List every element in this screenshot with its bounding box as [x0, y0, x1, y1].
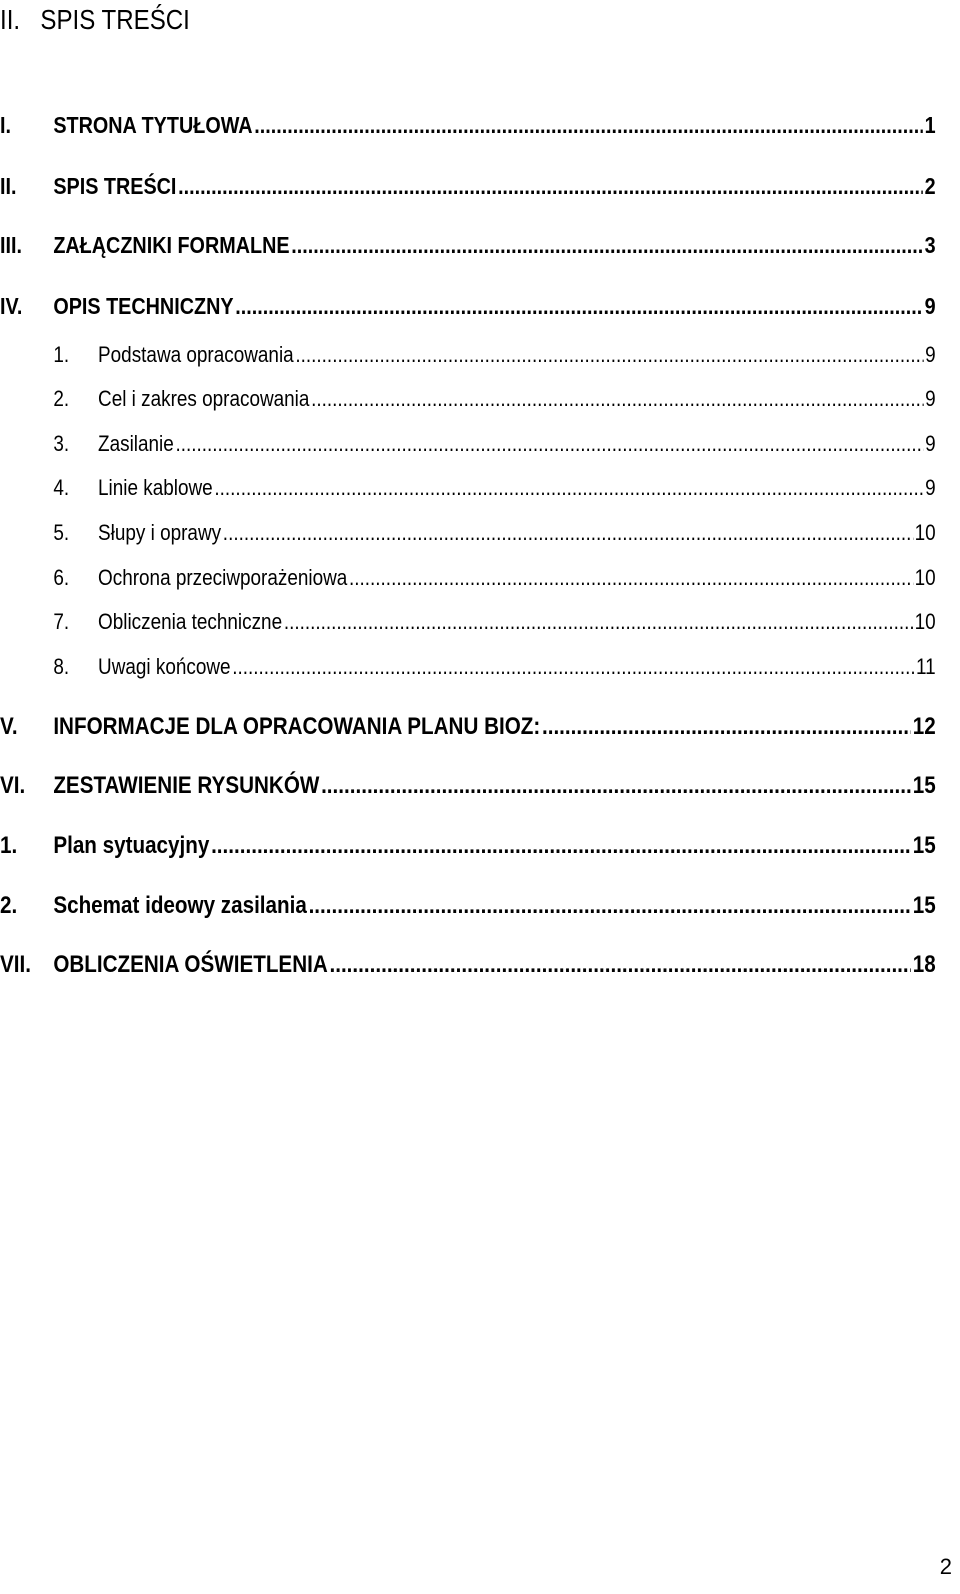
toc-entry-title: Schemat ideowy zasilania	[53, 892, 307, 919]
toc-entry-number: 6.	[53, 565, 70, 590]
toc-entry-title: STRONA TYTUŁOWA	[53, 112, 253, 138]
toc-entry-title: Ochrona przeciwporażeniowa	[98, 565, 348, 590]
toc-entry-number: VI.	[0, 772, 26, 799]
toc-entry[interactable]	[0, 771, 936, 801]
toc-dot-leader	[295, 340, 923, 370]
page-title-number: II.	[0, 4, 21, 35]
toc-subentry[interactable]	[0, 518, 936, 548]
toc-entry[interactable]	[0, 110, 936, 140]
toc-dot-leader	[254, 110, 923, 140]
toc-dot-leader	[542, 712, 911, 742]
toc-entry[interactable]	[0, 891, 936, 921]
toc-dot-leader	[291, 230, 923, 260]
toc-entry-title: Linie kablowe	[98, 475, 213, 500]
toc-dot-leader	[214, 473, 923, 503]
toc-dot-leader	[284, 607, 913, 637]
toc-entry-number: III.	[0, 232, 22, 258]
toc-entry-title: Zasilanie	[98, 431, 174, 456]
toc-entry-number: I.	[0, 112, 11, 138]
page-title-text: SPIS TREŚCI	[40, 4, 190, 35]
toc-entry-title: OBLICZENIA OŚWIETLENIA	[53, 951, 328, 978]
toc-entry-number: V.	[0, 713, 18, 740]
toc-dot-leader	[311, 384, 923, 414]
toc-entry-number: 7.	[53, 609, 70, 634]
toc-entry-number: 2.	[0, 892, 18, 919]
toc-entry-page: 9	[925, 342, 936, 367]
toc-subentry[interactable]	[0, 652, 936, 682]
toc-dot-leader	[178, 171, 923, 201]
toc-dot-leader	[211, 831, 911, 861]
toc-dot-leader	[235, 291, 923, 321]
toc-subentry[interactable]	[0, 607, 936, 637]
toc-entry-number: 1.	[53, 342, 70, 367]
toc-entry-page: 10	[914, 609, 936, 634]
toc-entry-page: 10	[914, 565, 936, 590]
toc-entry-page: 11	[916, 654, 936, 679]
toc-entry-title: ZAŁĄCZNIKI FORMALNE	[53, 232, 290, 258]
toc-entry-title: Słupy i oprawy	[98, 520, 222, 545]
toc-subentry[interactable]	[0, 563, 936, 593]
toc-entry-title: OPIS TECHNICZNY	[53, 293, 234, 319]
toc-entry-number: 3.	[53, 431, 70, 456]
toc-entry-page: 15	[912, 772, 936, 799]
toc-entry-page: 10	[914, 520, 936, 545]
toc-entry-page: 9	[925, 475, 936, 500]
toc-entry[interactable]	[0, 171, 936, 201]
toc-entry-page: 12	[912, 713, 936, 740]
toc-entry-page: 15	[912, 892, 936, 919]
toc-entry[interactable]	[0, 230, 936, 260]
toc-entry-page: 3	[924, 232, 936, 258]
toc-subentry[interactable]	[0, 384, 936, 414]
toc-dot-leader	[329, 950, 911, 980]
toc-entry[interactable]	[0, 291, 936, 321]
toc-entry-number: 5.	[53, 520, 70, 545]
toc-dot-leader	[309, 891, 911, 921]
toc-subentry[interactable]	[0, 473, 936, 503]
toc-entry-number: IV.	[0, 293, 23, 319]
toc-entry-page: 18	[912, 951, 936, 978]
toc-entry[interactable]	[0, 831, 936, 861]
toc-entry-title: INFORMACJE DLA OPRACOWANIA PLANU BIOZ:	[53, 713, 541, 740]
toc-dot-leader	[321, 771, 911, 801]
toc-entry-title: ZESTAWIENIE RYSUNKÓW	[53, 772, 320, 799]
toc-entry-title: SPIS TREŚCI	[53, 173, 177, 199]
toc-entry-page: 1	[924, 112, 936, 138]
toc-entry-title: Plan sytuacyjny	[53, 832, 210, 859]
toc-entry-number: 4.	[53, 475, 70, 500]
toc-entry-page: 9	[925, 431, 936, 456]
toc-dot-leader	[349, 563, 913, 593]
toc-dot-leader	[223, 518, 913, 548]
toc-entry[interactable]	[0, 712, 936, 742]
toc-entry-title: Obliczenia techniczne	[98, 609, 283, 634]
toc-entry-page: 9	[925, 386, 936, 411]
toc-entry[interactable]	[0, 950, 936, 980]
toc-entry-title: Cel i zakres opracowania	[98, 386, 310, 411]
page-number: 2	[939, 1554, 952, 1579]
toc-entry-number: VII.	[0, 951, 31, 978]
toc-dot-leader	[175, 429, 923, 459]
toc-entry-number: II.	[0, 173, 17, 199]
toc-dot-leader	[232, 652, 914, 682]
toc-subentry[interactable]	[0, 340, 936, 370]
toc-entry-page: 9	[924, 293, 936, 319]
toc-entry-title: Uwagi końcowe	[98, 654, 231, 679]
toc-subentry[interactable]	[0, 429, 936, 459]
toc-entry-number: 8.	[53, 654, 70, 679]
toc-entry-page: 15	[912, 832, 936, 859]
toc-entry-page: 2	[924, 173, 936, 199]
toc-entry-title: Podstawa opracowania	[98, 342, 294, 367]
toc-entry-number: 1.	[0, 832, 18, 859]
toc-entry-number: 2.	[53, 386, 70, 411]
